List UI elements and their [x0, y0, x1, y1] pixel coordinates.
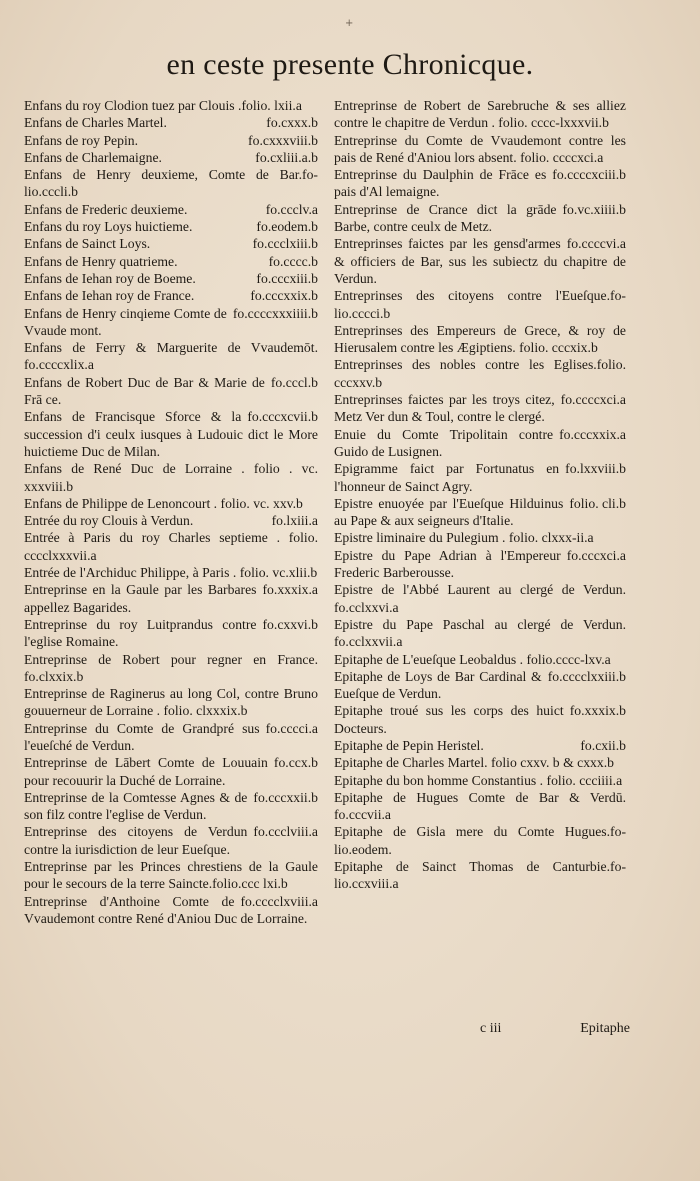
entry-text: Epitaphe de Pepin Heristel. [334, 737, 484, 753]
folio-reference: fo.cccxxix.a [559, 426, 626, 442]
entry-text: Entreprinses faictes par les gensd'armes & officiers de Bar, sus les subiectz du chapitre de Verdun. [334, 236, 626, 286]
index-entry [24, 858, 318, 893]
entry-text: Enfans de Charles Martel. [24, 115, 167, 131]
folio-reference: fo.vc.xiiii.b [562, 201, 626, 217]
folio-reference: fo.ccx.b [273, 755, 318, 771]
catchword: Epitaphe [580, 1021, 630, 1036]
index-entry [334, 823, 626, 858]
folio-reference: fo.ccccvi.a [566, 236, 626, 252]
index-entry [334, 858, 626, 893]
entry-text: Epistre du Pape Paschal au clergé de Verdun. fo.cclxxvii.a [334, 616, 626, 650]
entry-text: Enfans de Charlemaigne. [24, 149, 162, 165]
index-entry [24, 408, 318, 460]
folio-reference: fo.lxxviii.b [565, 461, 626, 477]
index-entry [24, 235, 318, 252]
entry-text: Entreprinse de Raginerus au long Col, contre Bruno gouuerneur de Lorraine . folio. clxxxix.b [24, 686, 318, 719]
folio-reference: fo.cccxci.a [566, 547, 626, 563]
index-entry [24, 893, 318, 928]
index-entry [334, 547, 626, 582]
entry-text: Enfans de Henry deuxieme, Comte de Bar.fo-lio.cccli.b [24, 167, 318, 200]
folio-reference: fo.cccc.b [268, 253, 318, 269]
entry-text: Enfans de Philippe de Lenoncourt . folio. vc. xxv.b [24, 495, 303, 511]
folio-reference: fo.cccxxii.b [253, 789, 318, 805]
folio-reference: fo.cccci.a [265, 720, 318, 736]
folio-reference: fo.cccxxix.b [250, 288, 318, 304]
entry-text: Entreprinse de Robert de Sarebruche & ses alliez contre le chapitre de Verdun . folio. cccc-lxxxvii.b [334, 98, 626, 131]
entry-text: Enfans de Iehan roy de France. [24, 288, 195, 304]
entry-text: Entreprinse par les Princes chrestiens de la Gaule pour le secours de la terre Saincte.folio.ccc lxi.b [24, 859, 318, 892]
index-entry [24, 685, 318, 720]
entry-text: Enfans de Iehan roy de Boeme. [24, 270, 196, 286]
index-entry [24, 149, 318, 166]
entry-text: Entreprinse du roy Luitprandus contre l'eglise Romaine. [24, 616, 257, 650]
folio-reference: fo.cccclxxiii.b [547, 668, 626, 684]
folio-reference: fo.ccccxci.a [560, 392, 626, 408]
entry-text: Entreprinse en la Gaule par les Barbares appellez Bagarides. [24, 582, 257, 615]
entry-text: Entreprinse de Crance dict la grāde Barbe, contre ceulx de Metz. [334, 201, 557, 235]
folio-reference: fo.cxxx.b [266, 115, 318, 131]
index-entry [24, 132, 318, 149]
entry-text: Epitaphe du bon homme Constantius . folio. ccciiii.a [334, 772, 623, 788]
index-entry [24, 114, 318, 131]
index-entry [334, 668, 626, 703]
folio-reference: fo.cxxxviii.b [248, 132, 318, 148]
folio-reference: fo.ccccxciii.b [552, 167, 626, 183]
entry-text: Epistre de l'Abbé Laurent au clergé de Verdun. fo.cclxxvi.a [334, 582, 626, 615]
folio-reference: fo.xxxix.b [569, 703, 626, 719]
index-entry [24, 754, 318, 789]
index-entry [334, 495, 626, 530]
entry-text: Entreprinses des nobles contre les Eglises.folio. cccxxv.b [334, 357, 626, 390]
entry-text: Entreprinse de Lābert Comte de Louuain pour recouurir la Duché de Lorraine. [24, 755, 268, 788]
entry-text: Entrée de l'Archiduc Philippe, à Paris . folio. vc.xlii.b [24, 565, 318, 581]
folio-reference: fo.ccclviii.a [253, 824, 318, 840]
index-entry [24, 166, 318, 201]
index-entry [334, 287, 626, 322]
entry-text: Entrée du roy Clouis à Verdun. [24, 513, 194, 529]
index-entry [334, 201, 626, 236]
entry-text: Entreprinse d'Anthoine Comte de Vvaudemont contre René d'Aniou Duc de Lorraine. [24, 893, 308, 926]
index-entry [334, 322, 626, 357]
folio-reference: fo.cccxiii.b [256, 270, 318, 286]
entry-text: Entreprinse du Comte de Vvaudemont contre les pais de René d'Aniou lors absent. folio. ccccxci.a [334, 132, 626, 165]
entry-text: Epitaphe de Charles Martel. folio cxxv. b & cxxx.b [334, 755, 615, 771]
index-entry [334, 356, 626, 391]
index-entry [334, 737, 626, 754]
entry-text: Enfans de roy Pepin. [24, 132, 139, 148]
index-entry [24, 339, 318, 374]
entry-text: Entrée à Paris du roy Charles septieme . folio. cccclxxxvii.a [24, 530, 318, 563]
index-entry [334, 616, 626, 651]
index-entry [334, 235, 626, 287]
index-entry [24, 305, 318, 340]
index-entry [24, 201, 318, 218]
folio-reference: fo.xxxix.a [262, 582, 318, 598]
index-entry [334, 132, 626, 167]
folio-reference: fo.ccclxiii.b [252, 236, 318, 252]
entry-text: Entreprinse de Robert pour regner en France. fo.clxxix.b [24, 651, 318, 684]
index-entry [24, 823, 318, 858]
entry-text: Entreprinse des citoyens de Verdun contre la iurisdiction de leur Eueſque. [24, 824, 248, 857]
entry-text: Entreprinse du Daulphin de Frāce es pais d'Al lemaigne. [334, 167, 547, 200]
entry-text: Enuie du Comte Tripolitain contre Guido de Lusignen. [334, 426, 554, 459]
index-entry [334, 754, 626, 771]
entry-text: Epistre du Pape Adrian à l'Empereur Frederic Barberousse. [334, 547, 561, 581]
index-entry [24, 564, 318, 581]
index-entry [24, 287, 318, 304]
entry-text: Enfans de Robert Duc de Bar & Marie de Frā ce. [24, 374, 265, 408]
entry-text: Epitaphe de Sainct Thomas de Canturbie.fo-lio.ccxviii.a [334, 859, 626, 892]
entry-text: Epitaphe de Loys de Bar Cardinal & Eueſque de Verdun. [334, 668, 542, 702]
folio-reference: fo.cccclxviii.a [240, 893, 318, 909]
entry-text: Enfans de Henry cinqieme Comte de Vvaude mont. [24, 305, 227, 338]
folio-reference: fo.eodem.b [256, 219, 318, 235]
entry-text: Enfans de Ferry & Marguerite de Vvaudemōt. fo.ccccxlix.a [24, 340, 318, 373]
entry-text: Enfans de Henry quatrieme. [24, 253, 178, 269]
index-entry [24, 495, 318, 512]
index-entry [334, 460, 626, 495]
folio-reference: folio. cli.b [569, 495, 626, 511]
index-entry [24, 374, 318, 409]
page-title: en ceste presente Chronicque. [166, 48, 534, 81]
entry-text: Enfans de René Duc de Lorraine . folio . vc. xxxviii.b [24, 461, 318, 494]
index-column-right [334, 97, 626, 893]
folio-reference: fo.cxxvi.b [262, 616, 318, 632]
index-entry [24, 253, 318, 270]
entry-text: Epistre enuoyée par l'Eueſque Hilduinus au Pape & aux seigneurs d'Italie. [334, 495, 564, 529]
entry-text: Epitaphe de Gisla mere du Comte Hugues.fo-lio.eodem. [334, 824, 626, 857]
folio-reference: fo.ccccxxxiiii.b [232, 305, 318, 321]
index-entry [24, 97, 318, 114]
page-footer [480, 1021, 630, 1037]
index-entry [334, 391, 626, 426]
top-mark: + [345, 18, 354, 29]
entry-text: Entreprinses faictes par les troys citez, Metz Ver dun & Toul, contre le clergé. [334, 392, 555, 425]
entry-text: Enfans de Francisque Sforce & la succession d'i ceulx iusques à Ludouic dict le More huictieme Duc de Milan. [24, 409, 318, 459]
signature-mark: c iii [480, 1021, 502, 1036]
entry-text: Enfans du roy Loys huictieme. [24, 219, 193, 235]
index-entry [334, 772, 626, 789]
index-entry [24, 720, 318, 755]
index-entry [334, 529, 626, 546]
index-entry [24, 529, 318, 564]
entry-text: Enfans du roy Clodion tuez par Clouis .folio. lxii.a [24, 98, 302, 113]
entry-text: Epitaphe troué sus les corps des huict Docteurs. [334, 703, 564, 736]
entry-text: Enfans de Sainct Loys. [24, 236, 151, 252]
index-entry [24, 512, 318, 529]
index-entry [24, 460, 318, 495]
folio-reference: fo.cxii.b [580, 737, 626, 753]
index-entry [334, 97, 626, 132]
entry-text: Entreprinse du Comte de Grandpré sus l'eueſché de Verdun. [24, 720, 260, 753]
index-entry [334, 581, 626, 616]
folio-reference: fo.lxiii.a [271, 513, 318, 529]
index-entry [24, 651, 318, 686]
folio-reference: fo.cccxcvii.b [247, 409, 318, 425]
entry-text: Epitaphe de L'eueſque Leobaldus . folio.cccc-lxv.a [334, 651, 611, 667]
entry-text: Entreprinses des citoyens contre l'Eueſque.fo-lio.cccci.b [334, 288, 626, 321]
folio-reference: fo.ccclv.a [265, 201, 318, 217]
folio-reference: fo.cccl.b [270, 374, 318, 390]
index-entry [24, 218, 318, 235]
entry-text: Enfans de Frederic deuxieme. [24, 201, 188, 217]
entry-text: Epistre liminaire du Pulegium . folio. clxxx-ii.a [334, 530, 594, 546]
index-entry [334, 789, 626, 824]
index-column-left [24, 97, 318, 927]
entry-text: Epigramme faict par Fortunatus en l'honneur de Sainct Agry. [334, 461, 560, 494]
entry-text: Epitaphe de Hugues Comte de Bar & Verdū. fo.cccvii.a [334, 789, 626, 823]
index-entry [24, 616, 318, 651]
index-entry [24, 789, 318, 824]
entry-text: Entreprinses des Empereurs de Grece, & roy de Hierusalem contre les Ægiptiens. folio. cccxix.b [334, 322, 626, 356]
index-entry [24, 581, 318, 616]
index-entry [334, 702, 626, 737]
folio-reference: fo.cxliii.a.b [255, 149, 318, 165]
entry-text: Entreprinse de la Comtesse Agnes & de son filz contre l'eglise de Verdun. [24, 789, 248, 823]
index-entry [334, 651, 626, 668]
index-entry [334, 166, 626, 201]
index-entry [24, 270, 318, 287]
index-entry [334, 426, 626, 461]
